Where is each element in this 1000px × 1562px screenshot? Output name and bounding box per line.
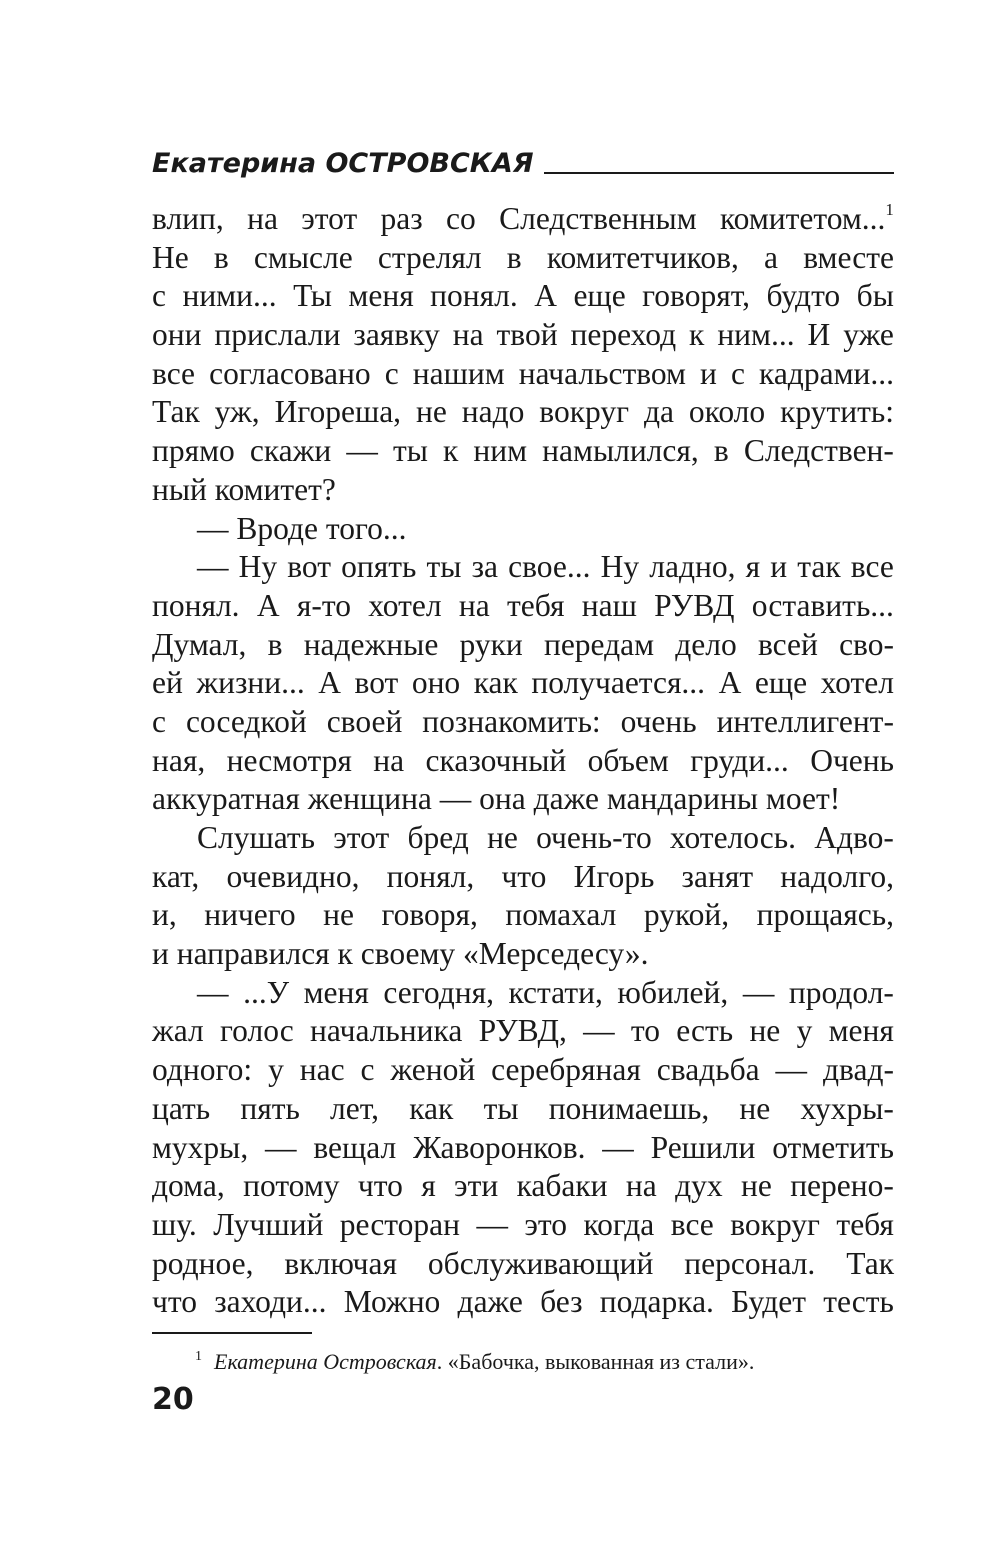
text-line: ная, несмотря на сказочный объем груди... Очень <box>152 742 894 778</box>
text-line: мухры, — вещал Жаворонков. — Решили отметить <box>152 1129 894 1165</box>
text-line: — Ну вот опять ты за свое... Ну ладно, я и так все <box>197 549 894 585</box>
text-line: и направился к своему «Мерседесу». <box>152 936 649 972</box>
text-line: Не в смысле стрелял в комитетчиков, а вместе <box>152 239 894 275</box>
text-line: Думал, в надежные руки передам дело всей сво- <box>152 626 894 662</box>
text-line: аккуратная женщина — она даже мандарины моет! <box>152 781 841 817</box>
text-line: они прислали заявку на твой переход к ним... И уже <box>152 317 894 353</box>
text-line: Слушать этот бред не очень-то хотелось. Адво- <box>197 820 894 855</box>
text-line: понял. А я-то хотел на тебя наш РУВД оставить... <box>152 587 894 623</box>
footnote-reference: 1 <box>885 200 894 219</box>
header-rule <box>544 172 894 174</box>
text-line: ей жизни... А вот оно как получается... А еще хотел <box>152 665 894 701</box>
text-line: цать пять лет, как ты понимаешь, не хухры- <box>152 1090 894 1126</box>
header-author: Екатерина ОСТРОВСКАЯ <box>152 148 534 179</box>
text-line: одного: у нас с женой серебряная свадьба — двад- <box>152 1052 894 1088</box>
text-line: с ними... Ты меня понял. А еще говорят, будто бы <box>152 278 894 314</box>
footnote-title: . «Бабочка, выкованная из стали». <box>436 1349 755 1374</box>
page-number: 20 <box>152 1382 194 1417</box>
running-header <box>152 140 894 180</box>
text-line: влип, на этот раз со Следственным комитетом...$^1$ <box>152 200 894 236</box>
text-line: Так уж, Игореша, не надо вокруг да около крутить: <box>152 394 894 430</box>
body-text <box>152 200 894 1322</box>
footnote-rule <box>152 1332 312 1334</box>
text-line: и, ничего не говоря, помахал рукой, прощаясь, <box>152 897 894 933</box>
text-line: жал голос начальника РУВД, — то есть не у меня <box>152 1013 894 1049</box>
text-line: родное, включая обслуживающий персонал. Так <box>152 1245 894 1281</box>
text-line: ный комитет? <box>152 471 336 507</box>
text-line: шу. Лучший ресторан — это когда все вокруг тебя <box>152 1206 894 1242</box>
text-line: дома, потому что я эти кабаки на дух не перено- <box>152 1168 894 1204</box>
text-line: — ...У меня сегодня, кстати, юбилей, — продол- <box>197 974 894 1010</box>
text-line: все согласовано с нашим начальством и с кадрами... <box>152 355 894 391</box>
text-line: прямо скажи — ты к ним намылился, в Следствен- <box>152 433 894 469</box>
text-line: что заходи... Можно даже без подарка. Будет тесть <box>152 1284 894 1320</box>
footnote-author: Екатерина Островская <box>214 1349 437 1374</box>
text-line: кат, очевидно, понял, что Игорь занят надолго, <box>152 858 894 894</box>
text-line: с соседкой своей познакомить: очень интеллигент- <box>152 703 894 739</box>
text-line: — Вроде того... <box>197 510 407 546</box>
footnote <box>195 1348 895 1376</box>
footnote-marker: 1 <box>195 1349 202 1364</box>
